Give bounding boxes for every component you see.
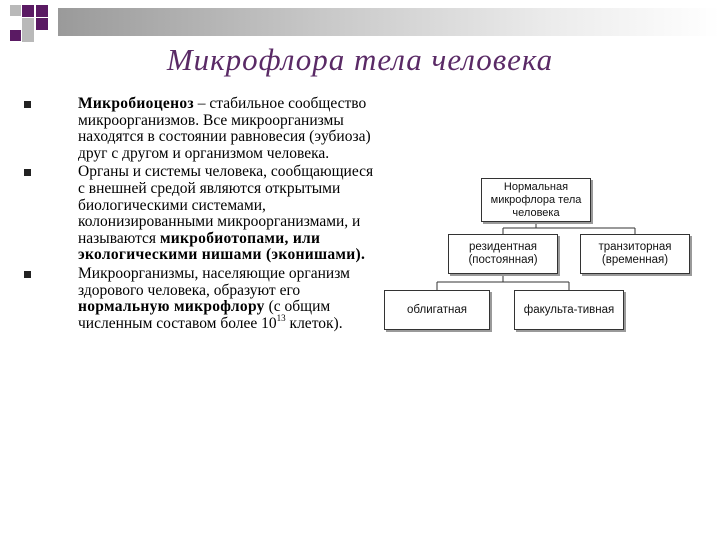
decor-square bbox=[36, 5, 48, 17]
bullet-text: клеток). bbox=[285, 314, 343, 332]
decor-square bbox=[22, 30, 34, 42]
header-gradient-band bbox=[58, 8, 720, 36]
decor-square bbox=[10, 30, 21, 41]
bullet-item bbox=[20, 96, 380, 162]
exponent: 13 bbox=[276, 312, 286, 323]
bullet-list bbox=[20, 96, 380, 332]
bullet-text: Органы и системы человека, сообщающиеся с внешней средой являются открытыми биологическими системами, колонизированными микроорганизмами, и называются bbox=[78, 163, 374, 247]
bullet-item bbox=[20, 266, 380, 332]
slide-title: Микрофлора тела человека bbox=[166, 42, 554, 77]
decor-square bbox=[22, 5, 34, 17]
diagram-node-facultative: факульта-тивная bbox=[514, 290, 624, 330]
diagram-node-obligate: облигатная bbox=[384, 290, 490, 330]
decor-square bbox=[10, 5, 21, 16]
diagram-node-resident: резидентная (постоянная) bbox=[448, 234, 558, 274]
bullet-text: (с общим численным составом более 10 bbox=[78, 298, 331, 332]
bullet-text: Микроорганизмы, населяющие организм здорового человека, образуют его bbox=[78, 264, 350, 299]
decor-square bbox=[36, 18, 48, 30]
bullet-text: – стабильное сообщество микроорганизмов. Все микроорганизмы находятся в состоянии равновесия (эубиоза) друг с другом и организмом человека. bbox=[78, 95, 371, 162]
diagram-node-root: Нормальная микрофлора тела человека bbox=[481, 178, 591, 222]
bullet-text-bold: нормальную микрофлору bbox=[78, 298, 265, 316]
bullet-marker-icon bbox=[24, 169, 31, 176]
bullet-text-bold: микробиотопами, или экологическими нишами (эконишами). bbox=[78, 229, 366, 264]
bullet-item bbox=[20, 164, 380, 264]
diagram-node-transient: транзиторная (временная) bbox=[580, 234, 690, 274]
decor-square bbox=[22, 18, 34, 30]
bullet-marker-icon bbox=[24, 271, 31, 278]
bullet-marker-icon bbox=[24, 101, 31, 108]
bullet-text-bold: Микробиоценоз bbox=[78, 95, 194, 112]
